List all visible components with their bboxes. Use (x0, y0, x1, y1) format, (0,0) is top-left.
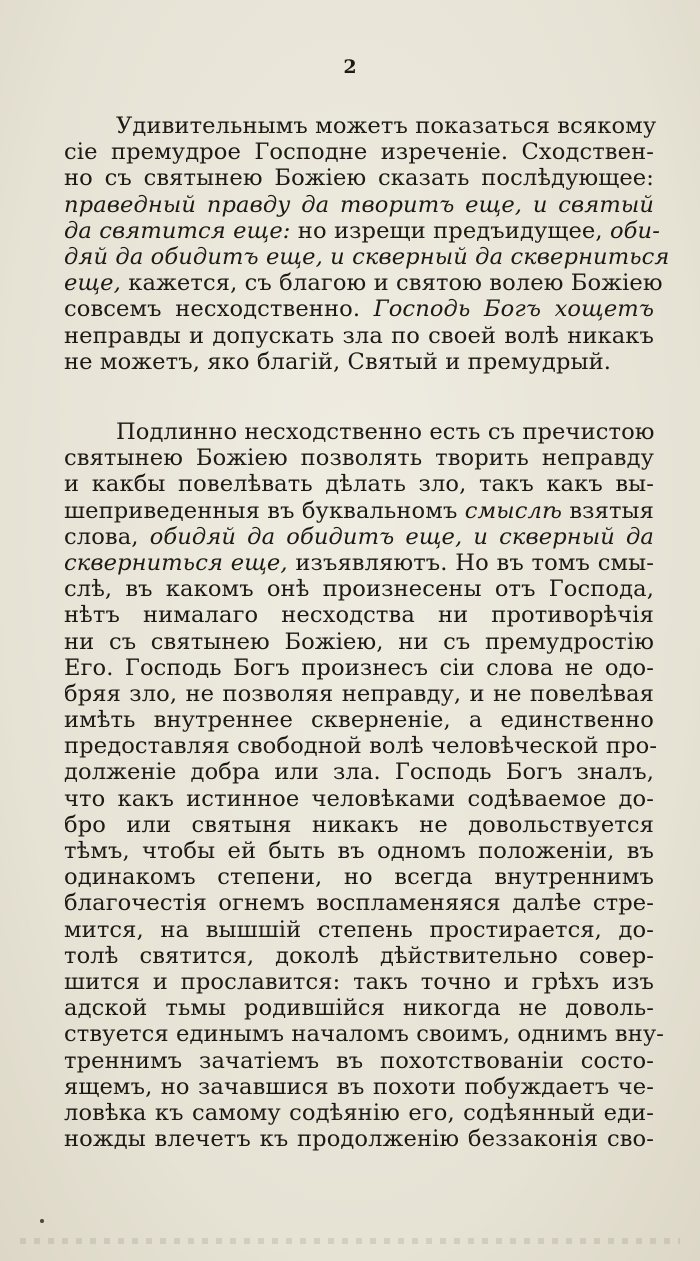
text-line (64, 890, 654, 916)
text-segment: изъявляютъ. Но въ томъ смы- (287, 549, 654, 576)
text-line (64, 969, 654, 995)
italic-text-segment: дяй да обидитъ еще, и скверный да скверниться (64, 243, 670, 270)
paragraph-1 (64, 113, 670, 375)
italic-text-segment: еще, (64, 270, 121, 297)
text-line (64, 655, 654, 681)
text-line (64, 786, 654, 812)
italic-text-segment: оби- (609, 217, 660, 244)
text-segment: неправды и допускать зла по своей волѣ никакъ (64, 322, 654, 349)
text-segment: что какъ истинное человѣками содѣваемое до- (64, 785, 654, 812)
text-line (64, 917, 654, 943)
text-line (64, 139, 654, 165)
text-segment: взятыя (562, 497, 654, 524)
italic-text-segment: обидяй да обидитъ еще, и скверный да (149, 523, 654, 550)
text-segment: не можетъ, яко благій, Святый и премудрый. (64, 348, 612, 375)
text-segment: бряя зло, не позволяя неправду, и не повелѣвая (64, 680, 654, 707)
text-line (64, 243, 670, 270)
text-segment: совсемъ несходственно. (64, 296, 374, 323)
text-line (64, 1021, 664, 1048)
text-line (64, 1048, 654, 1074)
text-line (64, 995, 654, 1021)
text-line (64, 1074, 654, 1100)
text-segment: Подлинно несходственно есть съ пречистою (116, 419, 655, 445)
text-segment: одинакомъ степени, но всегда внутреннимъ (64, 864, 654, 891)
page-number: 2 (343, 56, 357, 78)
text-line (64, 217, 660, 244)
italic-text-segment: да святится еще: (64, 217, 291, 244)
text-line (64, 498, 654, 524)
text-line (64, 349, 654, 375)
italic-text-segment: праведный правду да творитъ еще, и святый (64, 191, 654, 218)
text-segment: бро или святыня никакъ не довольствуется (64, 811, 654, 838)
italic-text-segment: скверниться еще, (64, 549, 288, 576)
text-segment: кажется, съ благою и святою волею Божіею (120, 270, 663, 297)
text-line (64, 419, 654, 445)
text-line (64, 323, 654, 349)
text-segment: долженіе добра или зла. Господь Богъ зналъ, (64, 759, 654, 786)
text-segment: святынею Божіею позволять творить неправду (64, 445, 654, 472)
text-segment: ловѣка къ самому содѣянію его, содѣянный еди- (64, 1099, 654, 1126)
text-segment: толѣ святится, доколѣ дѣйствительно совер- (64, 942, 654, 969)
text-line (64, 838, 654, 864)
text-line (64, 707, 654, 733)
text-line (64, 1126, 654, 1152)
text-line (64, 759, 654, 785)
ink-speck (40, 1219, 44, 1223)
page-bottom-artifact (20, 1238, 680, 1244)
paragraph-2 (64, 419, 664, 1153)
text-line (64, 524, 654, 550)
text-segment: Его. Господь Богъ произнесъ сіи слова не одо- (64, 654, 654, 681)
text-segment: ножды влечетъ къ продолженію беззаконія сво- (64, 1126, 654, 1153)
text-segment: ящемъ, но зачавшися въ похоти побуждаетъ че- (64, 1073, 654, 1100)
text-line (64, 270, 663, 297)
text-segment: но изрещи предъидущее, (290, 217, 610, 244)
text-segment: и какбы повелѣвать дѣлать зло, такъ какъ вы- (64, 471, 654, 498)
text-line (64, 113, 657, 139)
text-segment: треннимъ зачатіемъ въ похотствованіи состо- (64, 1047, 654, 1074)
text-line (64, 602, 654, 628)
text-segment: ни съ святынею Божіею, ни съ премудростію (64, 628, 654, 655)
text-segment: слова, (64, 523, 150, 550)
text-line (64, 812, 654, 838)
text-line (64, 629, 654, 655)
text-segment: адской тьмы родившійся никогда не доволь- (64, 995, 654, 1022)
text-segment: шится и прославится: (64, 968, 341, 995)
text-segment: мится, на вышшій степень простирается, до- (64, 916, 654, 943)
text-line (64, 576, 654, 602)
text-line (64, 471, 654, 497)
text-segment: предоставляя свободной волѣ человѣческой про- (64, 733, 658, 760)
text-segment: ствуется единымъ началомъ своимъ, однимъ вну- (64, 1021, 664, 1048)
italic-text-segment: смыслѣ (464, 497, 563, 524)
text-segment: нѣтъ нималаго несходства ни противорѣчія (64, 602, 654, 629)
text-line (64, 296, 654, 322)
text-segment: тѣмъ, чтобы ей быть въ одномъ положеніи, въ (64, 838, 654, 864)
text-line (64, 681, 654, 707)
text-segment: шеприведенныя въ буквальномъ (64, 497, 465, 524)
text-segment: но съ святынею Божіею сказать послѣдующее: (64, 165, 654, 192)
text-line (64, 550, 654, 576)
text-line (64, 943, 654, 969)
text-line (64, 192, 654, 218)
text-line (64, 165, 654, 191)
text-segment: благочестія огнемъ воспламеняяся далѣе стре- (64, 890, 654, 917)
text-segment: слѣ, въ какомъ онѣ произнесены отъ Господа, (64, 576, 654, 603)
italic-text-segment: Господь Богъ хощетъ (373, 296, 654, 323)
text-line (64, 445, 654, 471)
text-line (64, 733, 658, 760)
text-line (64, 864, 654, 890)
text-segment: имѣть внутреннее скверненіе, а единственно (64, 707, 654, 734)
text-line (64, 1100, 654, 1126)
text-segment: такъ точно и грѣхъ изъ (340, 968, 655, 995)
text-segment: Удивительнымъ можетъ показаться всякому (116, 113, 657, 139)
text-segment: сіе премудрое Господне изреченіе. Сходствен- (64, 139, 654, 166)
